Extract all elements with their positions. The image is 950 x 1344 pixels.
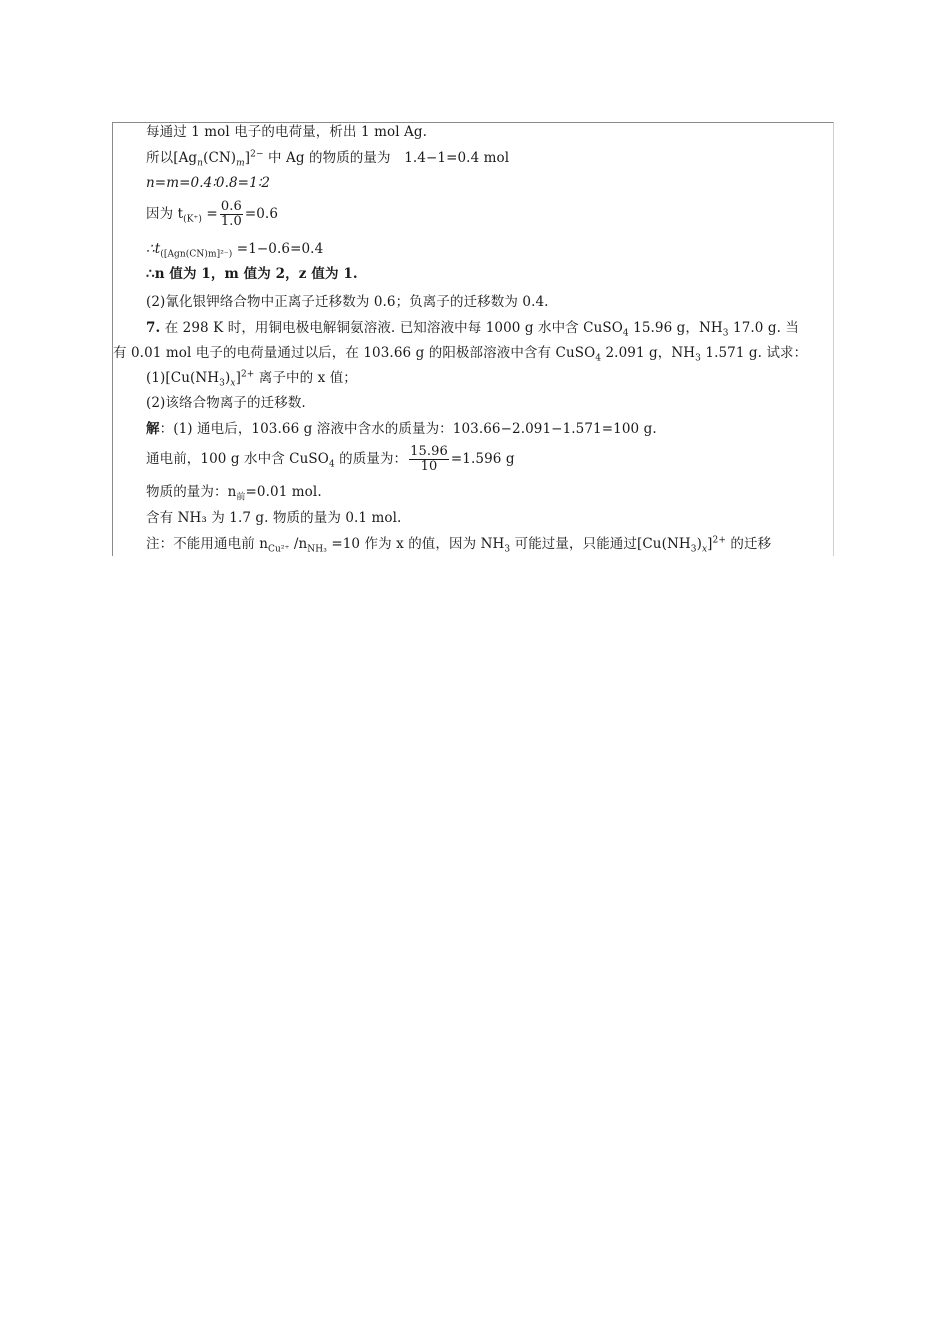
fraction <box>220 200 243 229</box>
text-line <box>146 240 323 258</box>
line-text: 在 298 K 时，用铜电极电解铜氨溶液. 已知溶液中每 1000 g 水中含 CuSO <box>160 320 623 336</box>
fraction-numerator: 0.6 <box>220 199 242 214</box>
line-text: 17.0 g. 当 <box>728 320 799 336</box>
fraction-denominator: 10 <box>420 459 438 474</box>
superscript: 2+ <box>240 369 255 380</box>
line-text: ：(1) 通电后，103.66 g 溶液中含水的质量为：103.66−2.091−1.571=100 g. <box>159 421 657 437</box>
subscript: 4 <box>622 328 629 339</box>
line-text: 通电前，100 g 水中含 CuSO <box>146 451 329 467</box>
line-text: 可能过量，只能通过[Cu(NH <box>510 536 691 552</box>
line-text: 15.96 g，NH <box>628 320 723 336</box>
line-text: ∴t <box>146 241 161 257</box>
subscript: 3 <box>722 328 729 339</box>
line-text: 有 0.01 mol 电子的电荷量通过以后，在 103.66 g 的阳极部溶液中含有 CuSO <box>113 345 596 361</box>
subscript: 4 <box>595 353 602 364</box>
subscript: Cu²⁺ <box>268 544 290 555</box>
line-text: ) <box>225 370 231 386</box>
line-text: 的质量为： <box>334 451 408 467</box>
subscript: NH₃ <box>307 544 327 555</box>
subscript: n <box>197 158 204 169</box>
text-line <box>146 293 549 311</box>
fraction <box>409 445 449 474</box>
solution-label: 解 <box>146 421 160 437</box>
line-text: ] <box>707 536 713 552</box>
solution-line <box>146 420 657 438</box>
note-line <box>146 535 771 553</box>
superscript: 2+ <box>712 535 726 546</box>
subscript: (K⁺) <box>183 214 203 225</box>
line-text: (1)[Cu(NH <box>146 370 220 386</box>
line-text: =10 作为 x 的值，因为 NH <box>326 536 505 552</box>
line-text: (2)该络合物离子的迁移数. <box>146 395 306 411</box>
line-text: (CN) <box>203 150 237 166</box>
line-text: ] <box>235 370 241 386</box>
line-text: =1.596 g <box>450 451 515 467</box>
text-line <box>146 199 278 229</box>
line-text: (2)氰化银钾络合物中正离子迁移数为 0.6；负离子的迁移数为 0.4. <box>146 294 549 310</box>
subscript: m <box>236 158 245 169</box>
line-text: 每通过 1 mol 电子的电荷量，析出 1 mol Ag. <box>146 124 428 140</box>
line-text: 的迁移 <box>726 536 772 552</box>
line-text: 离子中的 x 值； <box>254 370 357 386</box>
problem-line <box>146 394 306 412</box>
subscript: 3 <box>695 353 701 364</box>
line-text: =1−0.6=0.4 <box>232 241 324 257</box>
text-line <box>146 265 358 283</box>
subscript: x <box>701 544 708 555</box>
line-text: =0.6 <box>244 206 279 222</box>
line-text: 所以[Ag <box>146 150 198 166</box>
line-text: 中 Ag 的物质的量为 1.4−1=0.4 mol <box>263 150 510 166</box>
problem-line <box>113 344 807 362</box>
fraction-numerator: 15.96 <box>410 444 448 459</box>
text-line <box>146 123 427 141</box>
solution-line <box>146 483 322 501</box>
subscript: 前 <box>236 492 246 503</box>
subscript: ([Agn(CN)m]²⁻) <box>160 249 233 260</box>
line-text: = <box>202 206 218 222</box>
line-text: /n <box>289 536 308 552</box>
subscript: 3 <box>219 378 225 389</box>
line-text: ∴n 值为 1，m 值为 2，z 值为 1. <box>146 266 358 282</box>
fraction-denominator: 1.0 <box>220 214 242 229</box>
line-text: 1.571 g. 试求： <box>700 345 808 361</box>
subscript: 3 <box>690 544 697 555</box>
solution-line <box>146 509 401 527</box>
subscript: 4 <box>328 459 335 470</box>
line-text: ) <box>696 536 702 552</box>
line-text: 含有 NH₃ 为 1.7 g. 物质的量为 0.1 mol. <box>146 510 402 526</box>
line-text: 物质的量为：n <box>146 484 237 500</box>
line-text: ] <box>244 150 251 166</box>
line-text: 因为 t <box>146 206 184 222</box>
problem-number: 7. <box>146 320 161 336</box>
line-text: =0.01 mol. <box>245 484 322 500</box>
line-text: n=m=0.4∶0.8=1∶2 <box>146 175 271 191</box>
text-line <box>146 174 270 192</box>
text-line <box>146 149 509 167</box>
solution-line <box>146 444 515 474</box>
problem-line <box>146 369 357 387</box>
line-text: 注：不能用通电前 n <box>146 536 268 552</box>
problem-line <box>146 319 799 337</box>
superscript: 2− <box>250 149 264 160</box>
subscript: x <box>230 378 236 389</box>
line-text: 2.091 g，NH <box>601 345 696 361</box>
subscript: 3 <box>504 544 511 555</box>
